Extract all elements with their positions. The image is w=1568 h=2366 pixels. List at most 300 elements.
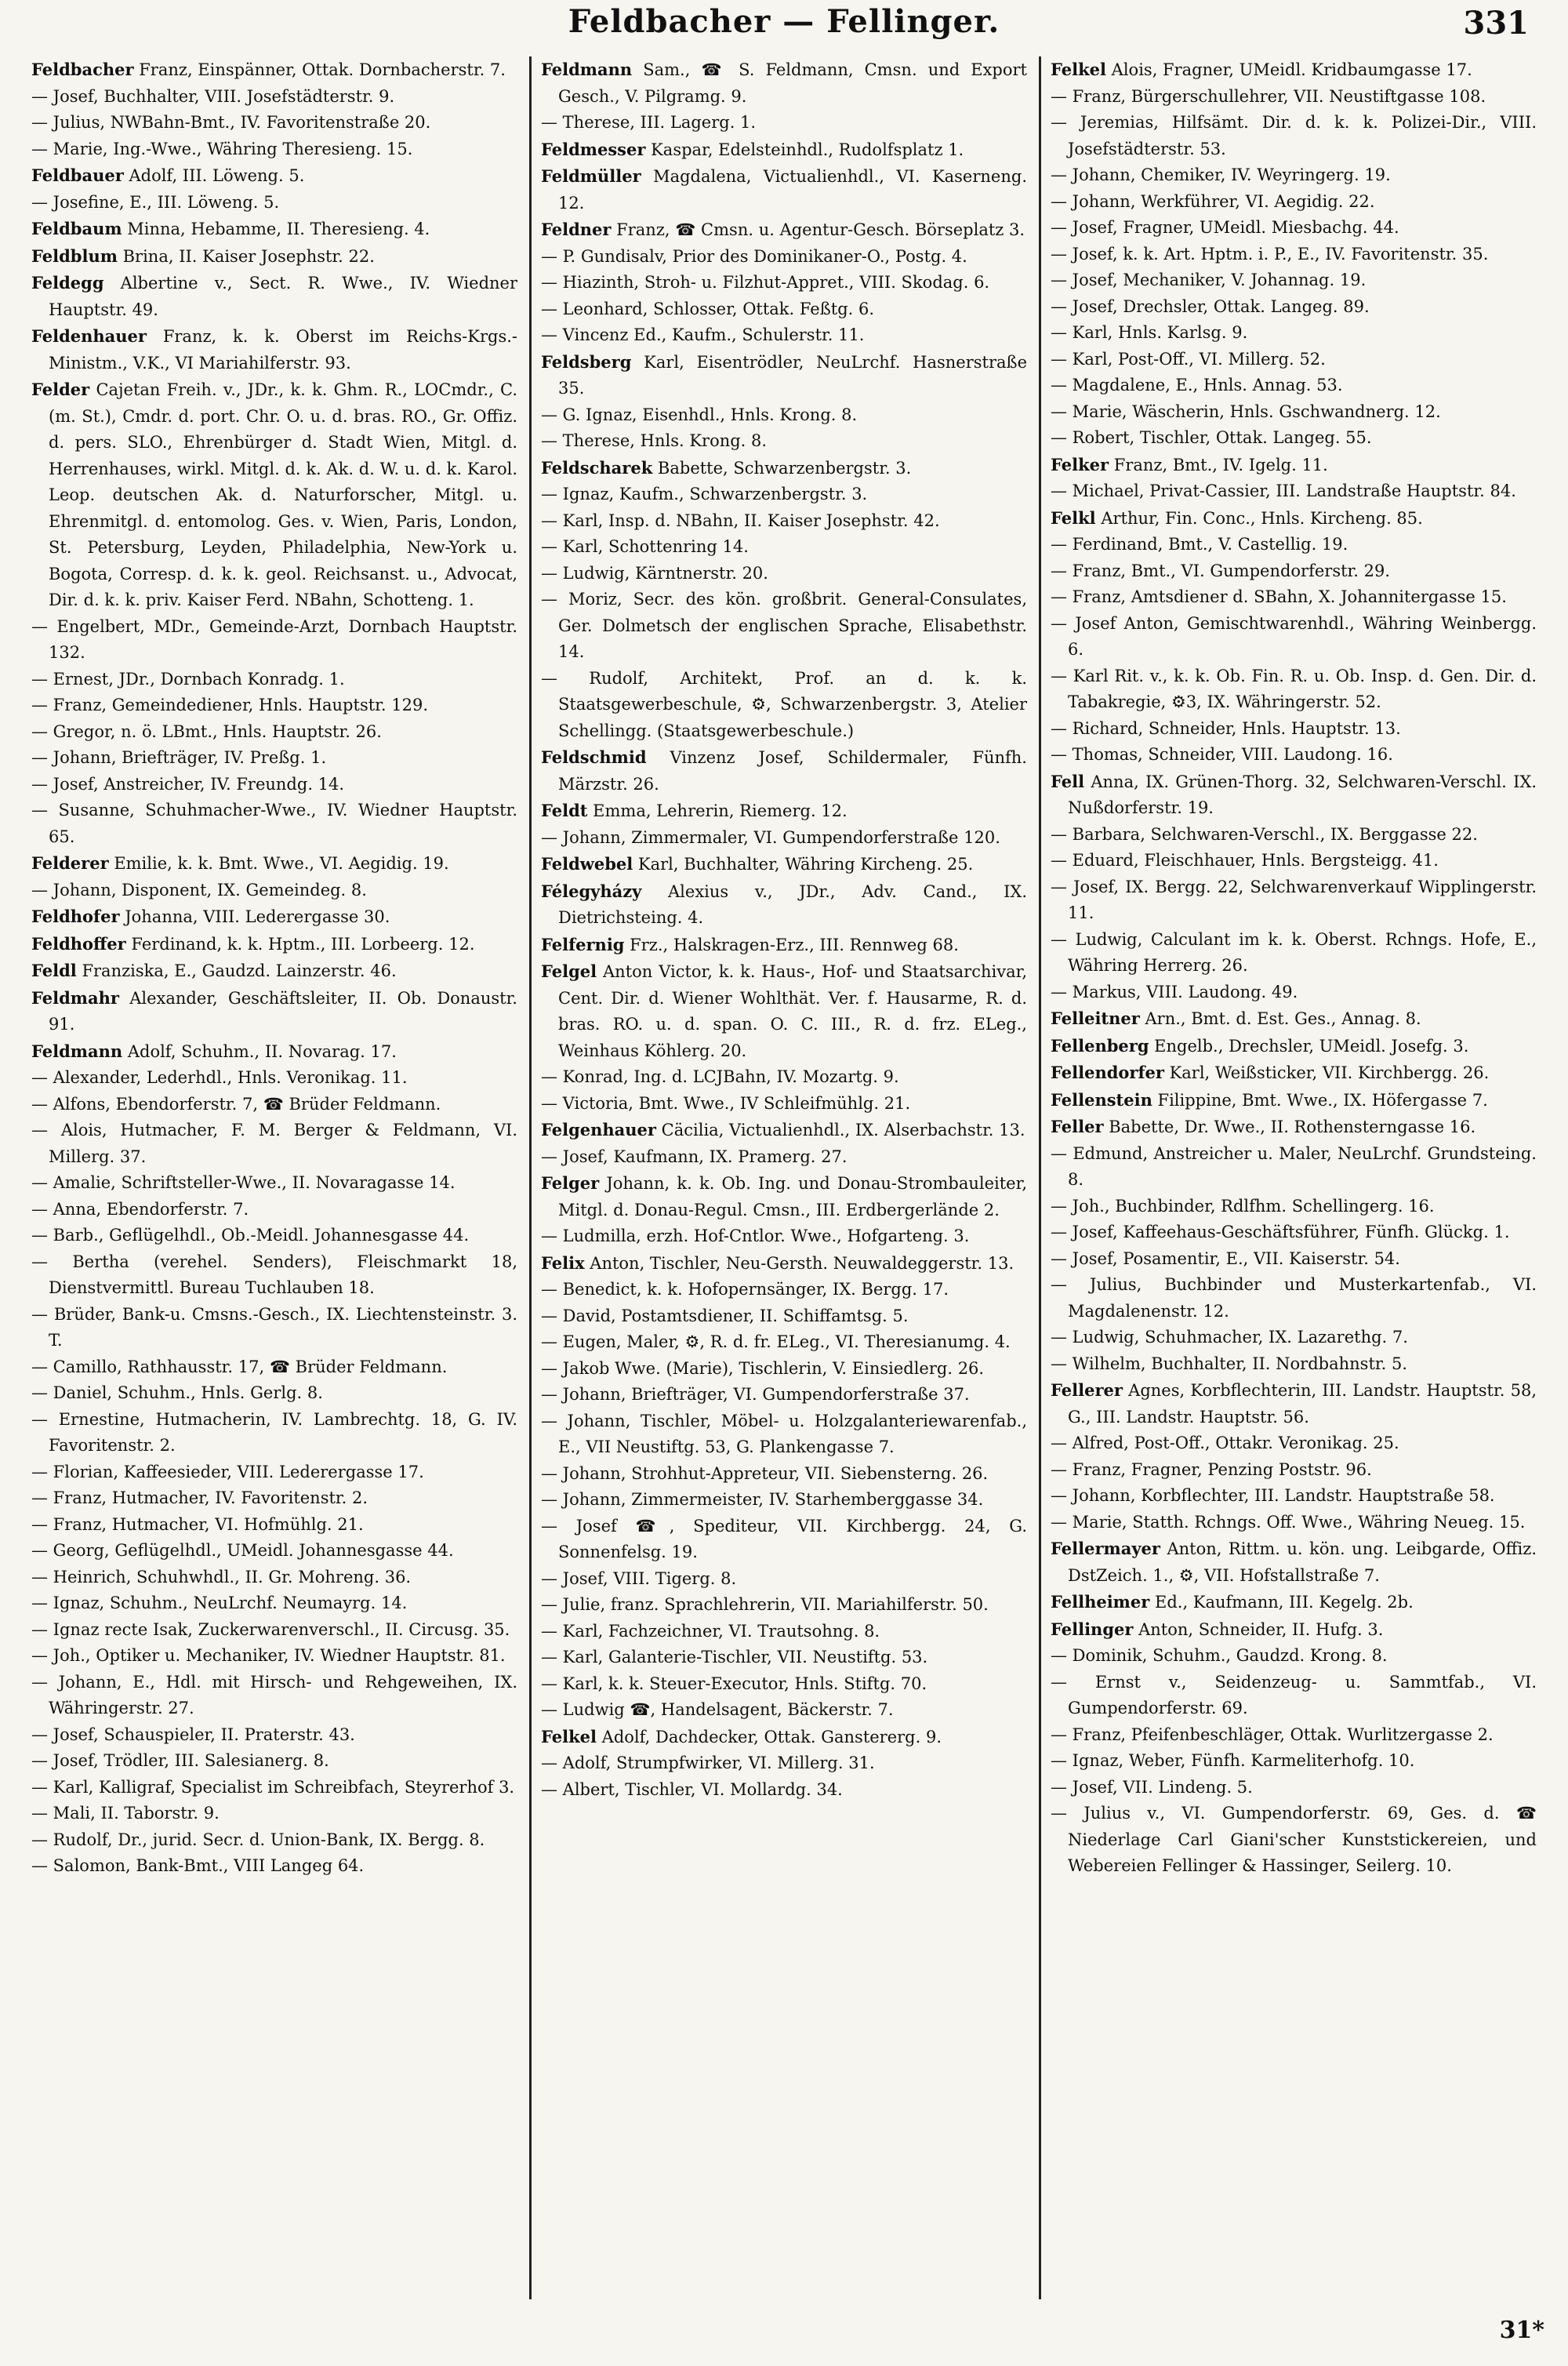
entry-surname: Fellermayer: [1051, 1539, 1160, 1558]
entry-text: — Ernst v., Seidenzeug- u. Sammtfab., VI. Gumpendorferstr. 69.: [1051, 1672, 1537, 1717]
entry-text: — Ludwig, Kärntnerstr. 20.: [541, 563, 768, 583]
directory-entry: [1051, 822, 1537, 849]
entry-text: Karl, Weißsticker, VII. Kirchbergg. 26.: [1163, 1063, 1490, 1082]
entry-text: Cäcilia, Victualienhdl., IX. Alserbachstr. 13.: [655, 1121, 1025, 1139]
entry-surname: Feldwebel: [541, 854, 633, 874]
entry-text: — Johann, Tischler, Möbel- u. Holzgalanteriewarenfab., E., VII Neustiftg. 53, G. Plankengasse 7.: [541, 1411, 1027, 1456]
directory-entry: [31, 110, 517, 136]
directory-entry: [31, 931, 517, 958]
directory-entry: [541, 1170, 1027, 1223]
entry-text: — Camillo, Rathhausstr. 17, ☎ Brüder Feldmann.: [31, 1357, 448, 1376]
entry-text: — Thomas, Schneider, VIII. Laudong. 16.: [1051, 745, 1393, 764]
directory-entry: [1051, 56, 1537, 84]
directory-entry: [1051, 1087, 1537, 1114]
directory-entry: [541, 1356, 1027, 1383]
entry-text: — Mali, II. Taborstr. 9.: [31, 1804, 220, 1823]
directory-entry: [31, 1853, 517, 1880]
entry-text: — Franz, Hutmacher, VI. Hofmühlg. 21.: [31, 1514, 364, 1534]
entry-text: — Barbara, Selchwaren-Verschl., IX. Berggasse 22.: [1051, 824, 1478, 844]
entry-text: — Jeremias, Hilfsämt. Dir. d. k. k. Polizei-Dir., VIII. Josefstädterstr. 53.: [1051, 113, 1537, 158]
directory-entry: [541, 322, 1027, 349]
entry-text: — Brüder, Bank-u. Cmsns.-Gesch., IX. Liechtensteinstr. 3. T.: [31, 1304, 517, 1350]
entry-text: — Eduard, Fleischhauer, Hnls. Bergsteigg. 41.: [1051, 851, 1439, 870]
directory-entry: [1051, 1219, 1537, 1246]
column-1: [31, 56, 517, 2299]
directory-entry: [1051, 1775, 1537, 1801]
entry-text: — Edmund, Anstreicher u. Maler, NeuLrchf. Grundsteing. 8.: [1051, 1143, 1537, 1189]
directory-entry: [1051, 848, 1537, 874]
directory-entry: [31, 1170, 517, 1197]
directory-entry: [541, 1303, 1027, 1330]
directory-entry: [1051, 584, 1537, 611]
directory-entry: [31, 1302, 517, 1354]
entry-surname: Feldbaum: [31, 219, 122, 238]
directory-entry: [31, 850, 517, 878]
entry-text: — Josef ☎, Spediteur, VII. Kirchbergg. 24, G. Sonnenfelsg. 19.: [541, 1516, 1027, 1561]
entry-text: Anton Victor, k. k. Haus-, Hof- und Staatsarchivar, Cent. Dir. d. Wiener Wohlthät. Ver. f. Hausarme, R. d. bras. RO. u. d. span. O. C. III., R. d. frz. ELeg., Weinhaus Köhlerg. 20.: [558, 962, 1027, 1060]
directory-entry: [541, 1461, 1027, 1488]
entry-text: — G. Ignaz, Eisenhdl., Hnls. Krong. 8.: [541, 405, 858, 424]
entry-text: Magdalena, Victualienhdl., VI. Kaserneng. 12.: [558, 167, 1027, 213]
directory-entry: [1051, 1059, 1537, 1087]
entry-text: — Johann, Zimmermaler, VI. Gumpendorferstraße 120.: [541, 827, 1000, 847]
entry-text: — Jakob Wwe. (Marie), Tischlerin, V. Einsiedlerg. 26.: [541, 1358, 985, 1378]
directory-entry: [31, 1748, 517, 1775]
entry-surname: Felgel: [541, 961, 597, 981]
column-2: [541, 56, 1027, 2299]
entry-text: — Karl, Hnls. Karlsg. 9.: [1051, 323, 1248, 342]
directory-entry: [1051, 1033, 1537, 1060]
directory-entry: [541, 349, 1027, 402]
directory-entry: [1051, 373, 1537, 399]
directory-entry: [1051, 874, 1537, 927]
directory-entry: [1051, 927, 1537, 979]
entry-text: — Karl, k. k. Steuer-Executor, Hnls. Stiftg. 70.: [541, 1674, 927, 1693]
directory-entry: [31, 1223, 517, 1249]
directory-entry: [1051, 162, 1537, 189]
directory-entry: [31, 1643, 517, 1670]
entry-surname: Feldbauer: [31, 165, 124, 185]
directory-entry: [31, 1775, 517, 1801]
directory-entry: [31, 878, 517, 904]
directory-entry: [31, 1590, 517, 1617]
entry-text: Johanna, VIII. Lederergasse 30.: [119, 907, 390, 926]
entry-text: — Julius, Buchbinder und Musterkartenfab., VI. Magdalenenstr. 12.: [1051, 1275, 1537, 1321]
directory-entry: [31, 1407, 517, 1459]
entry-text: Alexander, Geschäftsleiter, II. Ob. Donaustr. 91.: [49, 988, 517, 1034]
entry-text: Filippine, Bmt. Wwe., IX. Höfergasse 7.: [1152, 1090, 1488, 1110]
directory-entry: [1051, 1351, 1537, 1378]
entry-text: — Josef, Drechsler, Ottak. Langeg. 89.: [1051, 296, 1370, 316]
directory-entry: [31, 1670, 517, 1722]
directory-entry: [1051, 242, 1537, 268]
entry-surname: Felder: [31, 380, 90, 399]
entry-text: Franz, ☎ Cmsn. u. Agentur-Gesch. Börseplatz 3.: [611, 220, 1025, 239]
directory-entry: [541, 1223, 1027, 1250]
entry-text: — Johann, Briefträger, IV. Preßg. 1.: [31, 748, 327, 767]
entry-text: Johann, k. k. Ob. Ing. und Donau-Strombauleiter, Mitgl. d. Donau-Regul. Cmsn., III. Erdbergerlände 2.: [558, 1174, 1027, 1219]
entry-text: — Josef, Trödler, III. Salesianerg. 8.: [31, 1751, 329, 1770]
directory-entry: [1051, 1722, 1537, 1749]
entry-text: — Magdalene, E., Hnls. Annag. 53.: [1051, 376, 1343, 394]
directory-entry: [541, 163, 1027, 216]
entry-surname: Feldmahr: [31, 987, 119, 1008]
entry-text: — Josef, Kaufmann, IX. Pramerg. 27.: [541, 1147, 848, 1166]
directory-entry: [541, 136, 1027, 164]
entry-text: — Rudolf, Architekt, Prof. an d. k. k. Staatsgewerbeschule, ⚙, Schwarzenbergstr. 3, Atelier Schellingg. (Staatsgewerbeschule.): [541, 668, 1027, 740]
directory-entry: [541, 1514, 1027, 1566]
entry-text: — Alfred, Post-Off., Ottakr. Veronikag. 25.: [1051, 1434, 1399, 1452]
entry-text: — Barb., Geflügelhdl., Ob.-Meidl. Johannesgasse 44.: [31, 1226, 470, 1245]
entry-text: — Franz, Hutmacher, IV. Favoritenstr. 2.: [31, 1488, 368, 1507]
directory-entry: [1051, 1510, 1537, 1536]
entry-text: Adolf, Dachdecker, Ottak. Ganstererg. 9.: [597, 1727, 942, 1746]
directory-entry: [31, 1380, 517, 1407]
directory-entry: [1051, 1643, 1537, 1670]
directory-entry: [31, 745, 517, 772]
entry-text: — Johann, Korbflechter, III. Landstr. Hauptstraße 58.: [1051, 1486, 1495, 1505]
entry-text: — Julie, franz. Sprachlehrerin, VII. Mariahilferstr. 50.: [541, 1595, 989, 1614]
entry-surname: Feldmüller: [541, 166, 641, 186]
directory-entry: [541, 1277, 1027, 1303]
entry-text: — Joh., Buchbinder, Rdlfhm. Schellingerg. 16.: [1051, 1196, 1435, 1216]
entry-text: — Ludwig, Calculant im k. k. Oberst. Rchngs. Hofe, E., Währing Herrerg. 26.: [1051, 929, 1537, 975]
directory-entry: [31, 1038, 517, 1066]
directory-entry: [1051, 1194, 1537, 1220]
entry-surname: Fellenstein: [1051, 1089, 1152, 1110]
directory-entry: [1051, 1801, 1537, 1880]
directory-entry: [541, 851, 1027, 878]
directory-entry: [541, 1382, 1027, 1408]
entry-text: — Josef, Kaffeehaus-Geschäftsführer, Fünfh. Glückg. 1.: [1051, 1223, 1510, 1241]
page-header: [31, 0, 1537, 47]
directory-entry: [1051, 84, 1537, 111]
directory-entry: [1051, 267, 1537, 294]
signature-mark: 31*: [1499, 2317, 1544, 2344]
entry-text: — Dominik, Schuhm., Gaudzd. Krong. 8.: [1051, 1646, 1388, 1665]
directory-entry: [31, 614, 517, 667]
directory-entry: [31, 985, 517, 1038]
directory-entry: [1051, 215, 1537, 242]
entry-text: Arn., Bmt. d. Est. Ges., Annag. 8.: [1139, 1009, 1421, 1028]
entry-text: — Moriz, Secr. des kön. großbrit. General-Consulates, Ger. Dolmetsch der englischen Sprache, Elisabethstr. 14.: [541, 590, 1027, 661]
directory-entry: [1051, 1457, 1537, 1484]
columns-container: [31, 56, 1537, 2299]
entry-text: — Josefine, E., III. Löweng. 5.: [31, 192, 280, 212]
directory-entry: [31, 1459, 517, 1486]
directory-entry: [541, 1329, 1027, 1356]
entry-text: — Amalie, Schriftsteller-Wwe., II. Novaragasse 14.: [31, 1173, 456, 1192]
entry-text: Cajetan Freih. v., JDr., k. k. Ghm. R., LOCmdr., C. (m. St.), Cmdr. d. port. Chr. O. u. d. bras. RO., Gr. Offiz. d. pers. SLO., Ehrenbürger d. Stadt Wien, Mitgl. d. Herrenhauses, wirkl. Mitgl. d. k. Ak. d. W. u. d. k. Karol. Leop. deutschen Ak. d. Naturforscher, Mitgl. u. Ehrenmitgl. d. entomolog. Ges. v. Wien, Paris, London, St. Petersburg, Leyden, Philadelphia, New-York u. Bogota, Corresp. d. k. k. geol. Reichsanst. u., Advocat, Dir. d. k. k. priv. Kaiser Ferd. NBahn, Schotteng. 1.: [49, 380, 517, 609]
entry-text: Arthur, Fin. Conc., Hnls. Kircheng. 85.: [1095, 508, 1423, 528]
entry-text: — Franz, Bürgerschullehrer, VII. Neustiftgasse 108.: [1051, 86, 1486, 106]
directory-entry: [541, 878, 1027, 932]
directory-entry: [541, 1487, 1027, 1514]
entry-text: — Franz, Bmt., VI. Gumpendorferstr. 29.: [1051, 561, 1391, 580]
directory-entry: [1051, 1536, 1537, 1589]
entry-surname: Feldl: [31, 961, 77, 980]
entry-text: Emilie, k. k. Bmt. Wwe., VI. Aegidig. 19.: [108, 854, 449, 873]
entry-text: — Karl, Fachzeichner, VI. Trautsohng. 8.: [541, 1621, 880, 1641]
directory-entry: [541, 1724, 1027, 1751]
entry-text: Kaspar, Edelsteinhdl., Rudolfsplatz 1.: [645, 140, 964, 159]
entry-text: Babette, Dr. Wwe., II. Rothensterngasse 16.: [1103, 1118, 1476, 1136]
directory-entry: [31, 1354, 517, 1381]
entry-text: — Josef, IX. Bergg. 22, Selchwarenverkauf Wipplingerstr. 11.: [1051, 877, 1537, 922]
directory-entry: [541, 56, 1027, 110]
directory-entry: [1051, 1005, 1537, 1033]
directory-entry: [541, 1777, 1027, 1804]
entry-text: Karl, Eisentrödler, NeuLrchf. Hasnerstraße 35.: [558, 352, 1027, 398]
entry-surname: Feldt: [541, 801, 588, 820]
entry-text: — Markus, VIII. Laudong. 49.: [1051, 982, 1298, 1001]
entry-text: — David, Postamtsdiener, II. Schiffamtsg. 5.: [541, 1306, 909, 1325]
directory-entry: [1051, 505, 1537, 532]
entry-text: Franz, Bmt., IV. Igelg. 11.: [1109, 455, 1328, 474]
directory-entry: [541, 825, 1027, 852]
directory-entry: [541, 798, 1027, 825]
entry-text: — Franz, Gemeindediener, Hnls. Hauptstr. 129.: [31, 696, 428, 714]
directory-entry: [1051, 1748, 1537, 1775]
directory-entry: [31, 772, 517, 798]
directory-entry: [1051, 478, 1537, 505]
entry-text: — Johann, Briefträger, VI. Gumpendorferstraße 37.: [541, 1385, 970, 1404]
directory-entry: [541, 1144, 1027, 1171]
entry-surname: Feldenhauer: [31, 326, 147, 346]
directory-entry: [541, 1566, 1027, 1593]
directory-entry: [31, 323, 517, 376]
entry-surname: Feldschmid: [541, 747, 647, 767]
directory-entry: [31, 1485, 517, 1512]
directory-entry: [1051, 532, 1537, 558]
directory-entry: [1051, 663, 1537, 716]
directory-entry: [31, 136, 517, 163]
entry-text: — Josef Anton, Gemischtwarenhdl., Währing Weinbergg. 6.: [1051, 613, 1537, 659]
directory-entry: [1051, 452, 1537, 479]
directory-entry: [541, 1619, 1027, 1645]
entry-text: Adolf, III. Löweng. 5.: [123, 166, 305, 185]
directory-entry: [541, 110, 1027, 136]
entry-surname: Fellinger: [1051, 1619, 1134, 1639]
directory-entry: [31, 1538, 517, 1565]
entry-text: — Karl, Post-Off., VI. Millerg. 52.: [1051, 349, 1326, 369]
directory-entry: [31, 270, 517, 323]
directory-entry: [1051, 347, 1537, 373]
entry-surname: Feldhofer: [31, 907, 120, 926]
directory-entry: [541, 1750, 1027, 1777]
entry-surname: Fellendorfer: [1051, 1063, 1164, 1082]
entry-surname: Felkel: [541, 1726, 597, 1746]
directory-entry: [31, 903, 517, 931]
entry-surname: Felfernig: [541, 934, 625, 954]
entry-text: — Wilhelm, Buchhalter, II. Nordbahnstr. 5.: [1051, 1354, 1407, 1373]
entry-text: — Julius v., VI. Gumpendorferstr. 69, Ges. d. ☎ Niederlage Carl Giani'scher Kunststickereien, und Webereien Fellinger & Hassinger, Seilerg. 10.: [1051, 1804, 1537, 1875]
entry-surname: Feller: [1051, 1117, 1104, 1136]
entry-text: — Johann, Chemiker, IV. Weyringerg. 19.: [1051, 165, 1391, 184]
directory-entry: [1051, 1377, 1537, 1430]
entry-text: — Anna, Ebendorferstr. 7.: [31, 1199, 249, 1219]
entry-text: — Josef, Fragner, UMeidl. Miesbachg. 44.: [1051, 218, 1399, 237]
entry-text: — Ludwig ☎, Handelsagent, Bäckerstr. 7.: [541, 1700, 894, 1719]
entry-text: Frz., Halskragen-Erz., III. Rennweg 68.: [624, 935, 959, 954]
entry-text: — Ignaz recte Isak, Zuckerwarenverschl., II. Circusg. 35.: [31, 1619, 510, 1639]
directory-entry: [31, 1827, 517, 1854]
entry-text: — Karl, Galanterie-Tischler, VII. Neustiftg. 53.: [541, 1648, 928, 1666]
entry-text: Babette, Schwarzenbergstr. 3.: [652, 458, 912, 478]
entry-text: Anton, Rittm. u. kön. ung. Leibgarde, Offiz. DstZeich. 1., ⚙, VII. Hofstallstraße 7.: [1068, 1539, 1537, 1585]
directory-entry: [31, 56, 517, 84]
entry-text: — Gregor, n. ö. LBmt., Hnls. Hauptstr. 26.: [31, 721, 382, 741]
entry-text: Minna, Hebamme, II. Theresieng. 4.: [122, 220, 430, 238]
directory-entry: [541, 296, 1027, 323]
directory-entry: [541, 1671, 1027, 1698]
entry-text: — Karl, Kalligraf, Specialist im Schreibfach, Steyrerhof 3.: [31, 1777, 515, 1797]
entry-text: Anton, Tischler, Neu-Gersth. Neuwaldeggerstr. 13.: [584, 1253, 1014, 1273]
entry-text: — Johann, Strohhut-Appreteur, VII. Siebensterng. 26.: [541, 1463, 989, 1483]
entry-text: Emma, Lehrerin, Riemerg. 12.: [587, 801, 848, 820]
entry-surname: Felix: [541, 1252, 585, 1273]
entry-surname: Feldegg: [31, 273, 104, 293]
entry-text: — Engelbert, MDr., Gemeinde-Arzt, Dornbach Hauptstr. 132.: [31, 616, 517, 662]
entry-text: — Bertha (verehel. Senders), Fleischmarkt 18, Dienstvermittl. Bureau Tuchlauben 18.: [31, 1252, 517, 1297]
directory-entry: [541, 1697, 1027, 1724]
directory-entry: [541, 216, 1027, 244]
entry-text: — Marie, Ing.-Wwe., Währing Theresieng. 15.: [31, 139, 413, 158]
entry-text: — Victoria, Bmt. Wwe., IV Schleifmühlg. 21.: [541, 1093, 911, 1113]
entry-text: — Ignaz, Schuhm., NeuLrchf. Neumayrg. 14.: [31, 1594, 408, 1612]
entry-text: Anton, Schneider, II. Hufg. 3.: [1133, 1619, 1384, 1639]
entry-text: — Vincenz Ed., Kaufm., Schulerstr. 11.: [541, 325, 865, 344]
entry-text: Albertine v., Sect. R. Wwe., IV. Wiedner Hauptstr. 49.: [49, 274, 517, 319]
directory-entry: [31, 1565, 517, 1591]
running-title: Feldbacher — Fellinger.: [568, 3, 1000, 40]
directory-entry: [1051, 1616, 1537, 1644]
directory-entry: [541, 1408, 1027, 1461]
entry-text: — Ignaz, Kaufm., Schwarzenbergstr. 3.: [541, 485, 868, 503]
entry-text: Franziska, E., Gaudzd. Lainzerstr. 46.: [76, 961, 397, 980]
entry-text: — Adolf, Strumpfwirker, VI. Millerg. 31.: [541, 1754, 875, 1772]
entry-text: — Josef, Schauspieler, II. Praterstr. 43.: [31, 1725, 355, 1744]
directory-entry: [31, 719, 517, 746]
directory-entry: [541, 455, 1027, 482]
entry-text: — Ludwig, Schuhmacher, IX. Lazarethg. 7.: [1051, 1328, 1408, 1347]
entry-surname: Feldsberg: [541, 351, 632, 372]
directory-entry: [541, 666, 1027, 745]
directory-entry: [541, 958, 1027, 1064]
directory-entry: [541, 244, 1027, 271]
entry-surname: Feldmann: [31, 1041, 123, 1061]
entry-text: — Leonhard, Schlosser, Ottak. Feßtg. 6.: [541, 299, 875, 318]
entry-surname: Feldblum: [31, 245, 118, 266]
directory-entry: [1051, 979, 1537, 1006]
entry-text: Adolf, Schuhm., II. Novarag. 17.: [122, 1041, 397, 1061]
entry-text: — Alexander, Lederhdl., Hnls. Veronikag. 11.: [31, 1068, 408, 1087]
entry-text: Karl, Buchhalter, Währing Kircheng. 25.: [633, 855, 974, 874]
directory-entry: [541, 402, 1027, 429]
directory-entry: [541, 587, 1027, 666]
directory-entry: [1051, 320, 1537, 347]
entry-text: Ferdinand, k. k. Hptm., III. Lorbeerg. 12.: [125, 934, 475, 954]
entry-text: — Richard, Schneider, Hnls. Hauptstr. 13.: [1051, 718, 1401, 738]
entry-text: — Johann, Zimmermeister, IV. Starhemberggasse 34.: [541, 1490, 984, 1509]
entry-text: Engelb., Drechsler, UMeidl. Josefg. 3.: [1149, 1036, 1469, 1056]
directory-entry: [1051, 1430, 1537, 1457]
directory-entry: [1051, 1589, 1537, 1616]
directory-entry: [541, 1064, 1027, 1091]
directory-entry: [31, 1197, 517, 1223]
entry-text: — Karl Rit. v., k. k. Ob. Fin. R. u. Ob. Insp. d. Gen. Dir. d. Tabakregie, ⚙3, IX. Währingerstr. 52.: [1051, 666, 1537, 711]
directory-entry: [1051, 611, 1537, 663]
directory-entry: [541, 1091, 1027, 1118]
directory-entry: [1051, 425, 1537, 452]
entry-surname: Felger: [541, 1173, 600, 1193]
entry-text: — Marie, Statth. Rchngs. Off. Wwe., Währing Neueg. 15.: [1051, 1512, 1526, 1532]
entry-text: — Josef, Buchhalter, VIII. Josefstädterstr. 9.: [31, 86, 395, 106]
directory-entry: [31, 958, 517, 985]
directory-entry: [31, 1617, 517, 1644]
entry-text: — Ludmilla, erzh. Hof-Cntlor. Wwe., Hofgarteng. 3.: [541, 1227, 970, 1245]
directory-entry: [1051, 1670, 1537, 1722]
entry-text: Agnes, Korbflechterin, III. Landstr. Hauptstr. 58, G., III. Landstr. Hauptstr. 56.: [1068, 1381, 1537, 1427]
directory-entry: [1051, 1272, 1537, 1325]
entry-surname: Felgenhauer: [541, 1120, 656, 1139]
entry-text: — Daniel, Schuhm., Hnls. Gerlg. 8.: [31, 1383, 323, 1402]
entry-text: — Johann, E., Hdl. mit Hirsch- und Rehgeweihen, IX. Währingerstr. 27.: [31, 1672, 517, 1717]
directory-entry: [1051, 1114, 1537, 1141]
entry-text: Vinzenz Josef, Schildermaler, Fünfh. Märzstr. 26.: [558, 748, 1027, 794]
entry-text: — Josef, VIII. Tigerg. 8.: [541, 1568, 737, 1588]
directory-entry: [541, 1592, 1027, 1619]
entry-text: Ed., Kaufmann, III. Kegelg. 2b.: [1149, 1593, 1414, 1612]
entry-text: — Josef, VII. Lindeng. 5.: [1051, 1777, 1253, 1797]
entry-text: — Alois, Hutmacher, F. M. Berger & Feldmann, VI. Millerg. 37.: [31, 1121, 517, 1166]
entry-text: — Franz, Fragner, Penzing Poststr. 96.: [1051, 1459, 1372, 1479]
entry-surname: Fellerer: [1051, 1380, 1123, 1400]
directory-entry: [541, 482, 1027, 508]
entry-surname: Fellheimer: [1051, 1592, 1150, 1612]
directory-entry: [541, 1645, 1027, 1671]
directory-entry: [31, 1065, 517, 1092]
directory-entry: [1051, 110, 1537, 162]
entry-text: — Franz, Pfeifenbeschläger, Ottak. Wurlitzergasse 2.: [1051, 1725, 1494, 1744]
entry-text: Sam., ☎ S. Feldmann, Cmsn. und Export Gesch., V. Pilgramg. 9.: [558, 60, 1027, 106]
directory-entry: [31, 376, 517, 614]
directory-entry: [31, 1722, 517, 1749]
entry-text: — Eugen, Maler, ⚙, R. d. fr. ELeg., VI. Theresianumg. 4.: [541, 1332, 1011, 1351]
entry-text: — Robert, Tischler, Ottak. Langeg. 55.: [1051, 428, 1372, 447]
entry-surname: Feldmesser: [541, 139, 646, 159]
directory-entry: [31, 1092, 517, 1118]
entry-surname: Fell: [1051, 771, 1085, 791]
entry-text: — Franz, Amtsdiener d. SBahn, X. Johannitergasse 15.: [1051, 587, 1507, 606]
directory-entry: [541, 932, 1027, 959]
entry-text: — Therese, III. Lagerg. 1.: [541, 113, 757, 132]
entry-surname: Félegyházy: [541, 881, 642, 901]
directory-entry: [31, 667, 517, 693]
directory-entry: [31, 190, 517, 216]
directory-entry: [31, 162, 517, 190]
entry-text: — Ignaz, Weber, Fünfh. Karmeliterhofg. 10.: [1051, 1751, 1415, 1770]
entry-text: — Joh., Optiker u. Mechaniker, IV. Wiedner Hauptstr. 81.: [31, 1646, 506, 1665]
entry-text: — Albert, Tischler, VI. Mollardg. 34.: [541, 1779, 843, 1799]
entry-text: — Josef, Posamentir, E., VII. Kaiserstr. 54.: [1051, 1248, 1400, 1268]
entry-text: — Josef, k. k. Art. Hptm. i. P., E., IV. Favoritenstr. 35.: [1051, 244, 1489, 263]
entry-text: — Michael, Privat-Cassier, III. Landstraße Hauptstr. 84.: [1051, 482, 1516, 500]
entry-surname: Feldmann: [541, 60, 633, 79]
directory-entry: [1051, 1141, 1537, 1194]
entry-text: — Susanne, Schuhmacher-Wwe., IV. Wiedner Hauptstr. 65.: [31, 801, 517, 846]
directory-entry: [31, 216, 517, 243]
